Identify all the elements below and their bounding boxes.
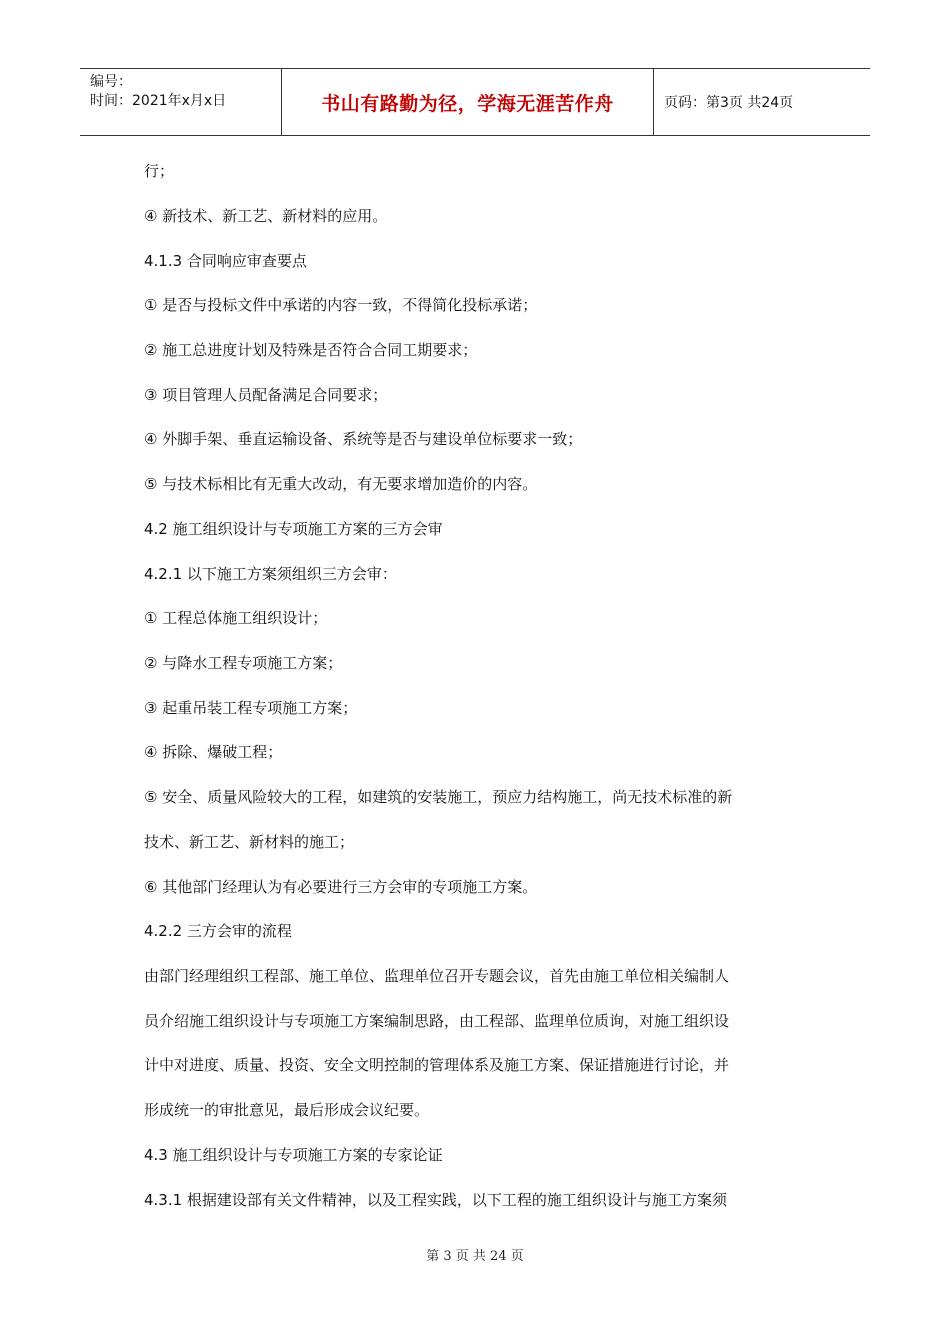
header-motto-cell: [281, 69, 654, 135]
page-footer: 第 3 页 共 24 页: [426, 1249, 524, 1264]
section-heading: 4.2.1 以下施工方案须组织三方会审：: [144, 565, 397, 583]
body-line: 形成统一的审批意见，最后形成会议纪要。: [144, 1101, 430, 1119]
section-heading: 4.2 施工组织设计与专项施工方案的三方会审: [144, 520, 443, 538]
body-line: ① 工程总体施工组织设计；: [144, 609, 328, 627]
body-line: ⑤ 与技术标相比有无重大改动，有无要求增加造价的内容。: [144, 475, 538, 493]
body-line: 4.3.1 根据建设部有关文件精神，以及工程实践，以下工程的施工组织设计与施工方案须: [144, 1191, 727, 1209]
body-line: ② 施工总进度计划及特殊是否符合合同工期要求；: [144, 341, 478, 359]
body-line: ③ 起重吊装工程专项施工方案；: [144, 699, 358, 717]
body-line: ⑥ 其他部门经理认为有必要进行三方会审的专项施工方案。: [144, 878, 538, 896]
body-line: 员介绍施工组织设计与专项施工方案编制思路，由工程部、监理单位质询，对施工组织设: [144, 1012, 730, 1030]
header-info-cell: [80, 69, 281, 135]
body-line: ④ 新技术、新工艺、新材料的应用。: [144, 207, 388, 225]
body-line: ④ 拆除、爆破工程；: [144, 743, 283, 761]
document-header: [80, 68, 870, 136]
document-number-label: 编号：: [90, 74, 132, 90]
section-heading: 4.2.2 三方会审的流程: [144, 922, 292, 940]
header-motto: 书山有路勤为径，学海无涯苦作舟: [321, 92, 614, 115]
body-line: 由部门经理组织工程部、施工单位、监理单位召开专题会议，首先由施工单位相关编制人: [144, 967, 730, 985]
body-line: 计中对进度、质量、投资、安全文明控制的管理体系及施工方案、保证措施进行讨论，并: [144, 1056, 730, 1074]
body-line: ④ 外脚手架、垂直运输设备、系统等是否与建设单位标要求一致；: [144, 430, 583, 448]
header-page-cell: [654, 69, 870, 135]
body-line: 技术、新工艺、新材料的施工；: [144, 833, 355, 851]
header-page-code: 页码：第3页 共24页: [664, 95, 794, 111]
body-line: ③ 项目管理人员配备满足合同要求；: [144, 386, 388, 404]
document-date-label: 时间：2021年x月x日: [90, 93, 227, 109]
body-line: ① 是否与投标文件中承诺的内容一致，不得简化投标承诺；: [144, 296, 538, 314]
body-line: ⑤ 安全、质量风险较大的工程，如建筑的安装施工，预应力结构施工，尚无技术标准的新: [144, 788, 733, 806]
body-line: ② 与降水工程专项施工方案；: [144, 654, 343, 672]
body-line: 行；: [144, 162, 175, 180]
section-heading: 4.1.3 合同响应审查要点: [144, 252, 307, 270]
section-heading: 4.3 施工组织设计与专项施工方案的专家论证: [144, 1146, 443, 1164]
